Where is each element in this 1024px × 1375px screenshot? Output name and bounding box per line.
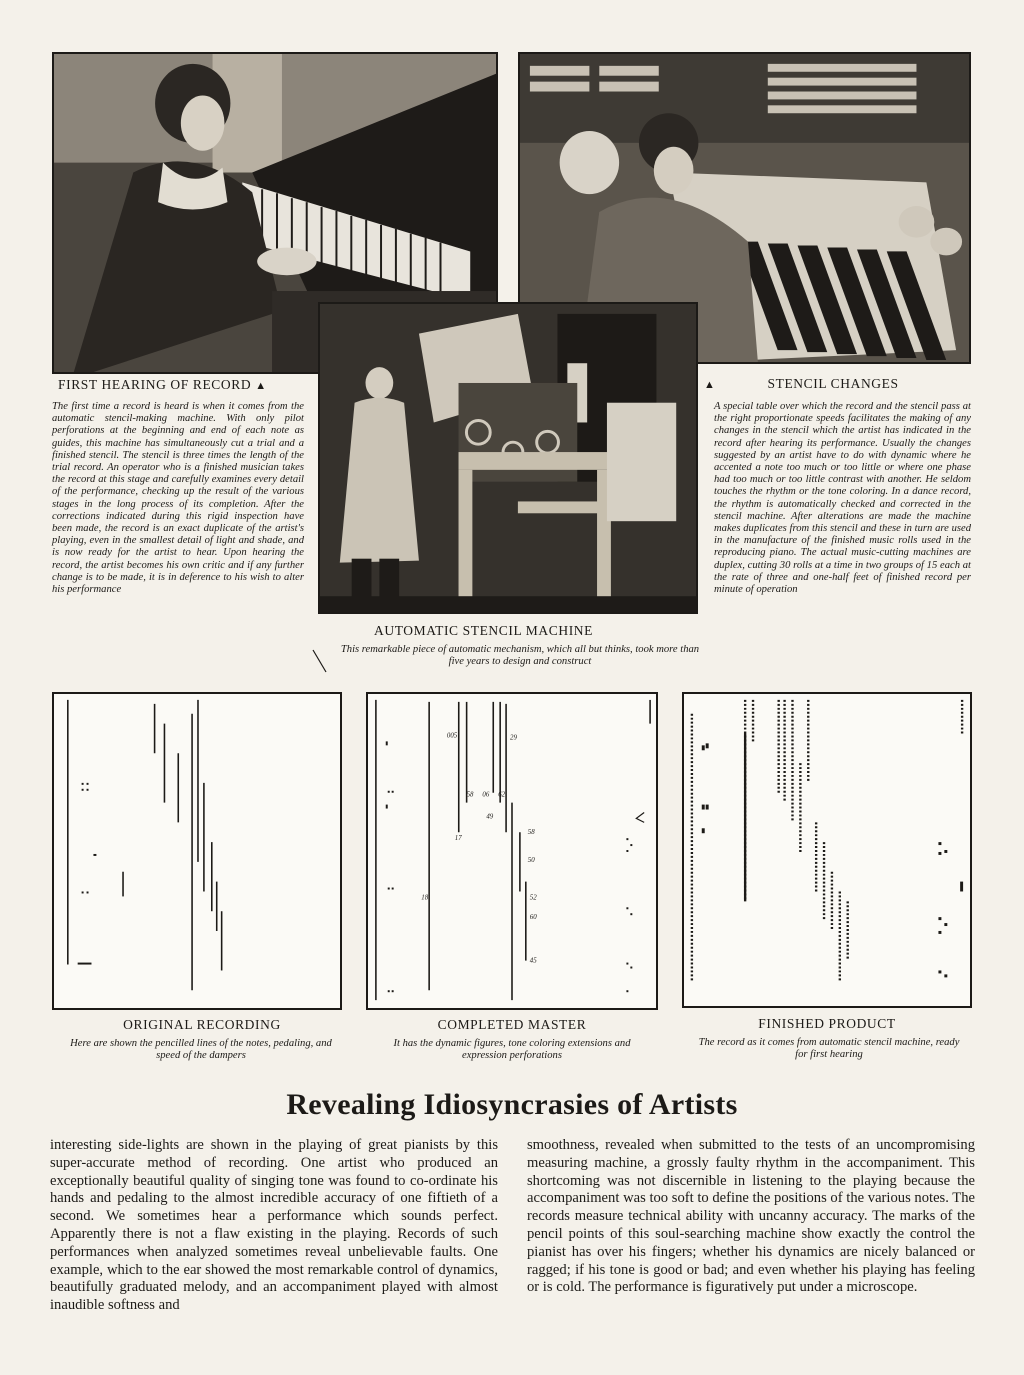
photo-stencil-machine (318, 302, 698, 614)
master-mark: 005 (446, 732, 458, 740)
caption-first-hearing: The first time a record is heard is when it comes from the automatic stencil-making machine. With only pilot perforations at the beginning and end of each note as guides, this machine has simultaneously cut a trial and a finished stencil. The stencil is three times the length of the trial record. An operator who is a finished musician takes the record at this stage and carefully examines every detail of the performance, checking up the result of the various stages in the long process of its completion. After the corrections indicated during this rigid inspection have been made, the record is an exact duplicate of the artist's playing, even in the smallest detail of light and shade, and is now ready for the artist to hear. Upon hearing the record, the artist becomes his own critic and if any further change is to be made, it is in deference to his wish to alter his performance (52, 401, 304, 596)
article-column-left: interesting side-lights are shown in the playing of great pianists by this super-accurate method of recording. One artist who produced an exceptionally beautiful quality of singing tone was found to co-ordinate his hands and pedaling to the almost incredible accuracy of one fiftieth of a second. We sometimes hear a performance which sounds perfect. Apparently there is not a flaw existing in the playing. Records of such performances when analyzed sometimes reveal unbelievable faults. One example, which to the ear showed the most remarkable control of dynamics, beautifully graduated melody, and an accompaniment played with almost inaudible softness and (50, 1137, 498, 1314)
master-mark: 18 (421, 894, 429, 902)
master-mark: 58 (466, 791, 474, 799)
article-column-right: smoothness, revealed when submitted to the tests of an uncompromising measuring machine, a grossly faulty rhythm in the accompaniment. This shortcoming was not discernible in listening to the playing because the accompaniment was too soft to define the positions of the various notes. The records measure technical ability with uncanny accuracy. The marks of the pencil points of this soul-searching machine show exactly the control the pianist has over his fingers; whether his dynamics are nicely balanced or ragged; if his tone is good or bad; and even whether his playing has feeling or is cold. The performance is figuratively put under a microscope. (527, 1137, 975, 1296)
caption-title-first-hearing: FIRST HEARING OF RECORD ▲ (58, 377, 267, 392)
caption-title-stencil-changes: ▲ STENCIL CHANGES (704, 376, 899, 391)
pointer-line-icon (308, 648, 332, 674)
master-mark: 17 (454, 835, 462, 843)
roll-title-master: COMPLETED MASTER (437, 1017, 587, 1032)
roll-completed-master (366, 692, 658, 1010)
roll-original-recording (52, 692, 342, 1010)
caption-stencil-changes: A special table over which the record and the stencil pass at the right proportionate speeds facilitates the making of any changes in the stencil which the artist has indicated in the record after hearing its performance. Usually the changes suggested by an artist have to do with dynamic where he accented a note too much or too little or where one phase had too much or too little contrast with another. He seldom touches the rhythm or the tone coloring. In a dance record, the rhythm is automatically checked and corrected in the stencil machine. After alterations are made the machine makes duplicates from this stencil and these in turn are used in the manufacture of the finished music rolls used in the reproducing piano. The actual music-cutting machines are duplex, cutting 30 rolls at a time in two groups of 15 each at the rate of three and one-half feet of finished record per minute of operation (714, 401, 971, 596)
master-mark: 06 (482, 791, 490, 799)
master-mark: 49 (486, 813, 494, 821)
roll-finished-product (682, 692, 972, 1008)
roll-caption-original: Here are shown the pencilled lines of the notes, pedaling, and speed of the dampers (70, 1038, 332, 1061)
arrow-up-icon: ▲ (255, 380, 267, 392)
master-mark: 52 (529, 894, 537, 902)
arrow-up-icon: ▲ (704, 379, 716, 391)
master-mark: 45 (529, 957, 537, 965)
master-mark: 29 (510, 734, 517, 742)
roll-title-original: ORIGINAL RECORDING (123, 1017, 281, 1032)
roll-caption-master: It has the dynamic figures, tone coloring extensions and expression perforations (393, 1038, 631, 1061)
master-mark: 58 (527, 829, 535, 837)
master-mark: 62 (498, 791, 506, 799)
roll-caption-finished: The record as it comes from automatic stencil machine, ready for first hearing (698, 1037, 960, 1060)
master-mark: 60 (529, 914, 537, 922)
master-mark: 50 (527, 856, 535, 864)
roll-title-finished: FINISHED PRODUCT (758, 1016, 896, 1031)
caption-title-stencil-machine: AUTOMATIC STENCIL MACHINE (374, 623, 593, 638)
article-headline: Revealing Idiosyncrasies of Artists (286, 1088, 738, 1121)
caption-stencil-machine: This remarkable piece of automatic mechanism, which all but thinks, took more than five years to design and construct (340, 644, 700, 668)
